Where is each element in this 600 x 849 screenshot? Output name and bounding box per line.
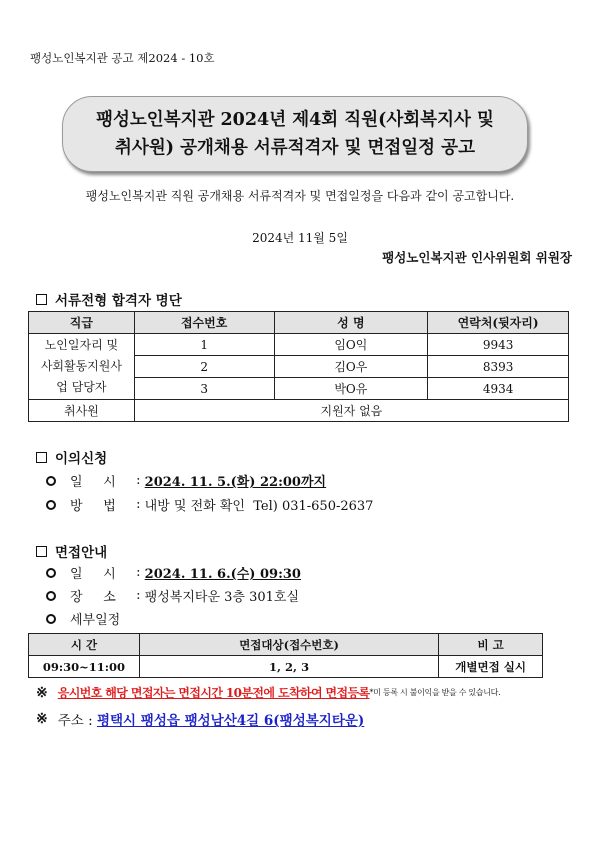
intro-text: 팽성노인복지관 직원 공개채용 서류적격자 및 면접일정을 다음과 같이 공고합니다. xyxy=(85,189,515,203)
notice-number: 팽성노인복지관 공고 제2024 - 10호 xyxy=(30,51,215,65)
objection-method: 방 법 : 내방 및 전화 확인 Tel) 031-650-2637 xyxy=(46,495,373,514)
section-documents-passed xyxy=(36,289,182,309)
title-line-1: 팽성노인복지관 2024년 제4회 직원(사회복지사 및 xyxy=(96,110,494,130)
interview-location: 장 소 : 팽성복지타운 3층 301호실 xyxy=(46,586,299,605)
interview-schedule-table xyxy=(28,633,543,678)
bullet-circle-icon xyxy=(46,568,56,578)
section-title: 면접안내 xyxy=(55,545,108,561)
signer: 팽성노인복지관 인사위원회 위원장 xyxy=(382,250,572,265)
interview-schedule: 세부일정 xyxy=(46,609,120,628)
title-line-2: 취사원) 공개채용 서류적격자 및 면접일정 공고 xyxy=(115,138,475,158)
header-remark: 비 고 xyxy=(439,634,543,656)
table-row: 취사원 지원자 없음 xyxy=(29,400,569,422)
objection-datetime: 일 시 : 2024. 11. 5.(화) 22:00까지 xyxy=(46,471,326,490)
checkbox-square-icon xyxy=(36,452,47,463)
section-title: 이의신청 xyxy=(55,451,108,467)
bullet-circle-icon xyxy=(46,591,56,601)
checkbox-square-icon xyxy=(36,294,47,305)
header-position: 직급 xyxy=(29,312,135,334)
header-phone: 연락처(뒷자리) xyxy=(428,312,569,334)
table-row: 2 김O우 8393 xyxy=(29,356,569,378)
title-banner xyxy=(62,96,528,172)
position-cell: 노인일자리 및 사회활동지원사 업 담당자 xyxy=(29,334,135,400)
bullet-circle-icon xyxy=(46,500,56,510)
header-receipt-no: 접수번호 xyxy=(134,312,274,334)
notice-date: 2024년 11월 5일 xyxy=(252,231,348,245)
table-header-row xyxy=(29,312,569,334)
address-label: 주소 : xyxy=(57,713,97,729)
bullet-circle-icon xyxy=(46,476,56,486)
section-title: 서류전형 합격자 명단 xyxy=(55,293,182,309)
section-objection xyxy=(36,447,107,467)
table-row: 3 박O유 4934 xyxy=(29,378,569,400)
arrival-note xyxy=(36,684,500,701)
interview-datetime: 일 시 : 2024. 11. 6.(수) 09:30 xyxy=(46,563,301,582)
table-row: 09:30~11:00 1, 2, 3 개별면접 실시 xyxy=(29,656,543,678)
table-header-row xyxy=(29,634,543,656)
address-value: 평택시 팽성읍 팽성남산4길 6(팽성복지타운) xyxy=(96,713,365,729)
header-time: 시 간 xyxy=(29,634,140,656)
section-interview xyxy=(36,541,107,561)
header-targets: 면접대상(접수번호) xyxy=(139,634,438,656)
bullet-circle-icon xyxy=(46,614,56,624)
address-line xyxy=(36,709,364,729)
arrival-note-small: *미 등록 시 불이익을 받을 수 있습니다. xyxy=(369,688,501,697)
reference-mark: ※ xyxy=(36,684,48,701)
header-name: 성 명 xyxy=(274,312,428,334)
checkbox-square-icon xyxy=(36,546,47,557)
passed-applicants-table xyxy=(28,311,569,422)
table-row: 노인일자리 및 사회활동지원사 업 담당자 1 임O익 9943 xyxy=(29,334,569,356)
arrival-note-text: 응시번호 해당 면접자는 면접시간 10분전에 도착하여 면접등록 xyxy=(57,686,370,700)
reference-mark: ※ xyxy=(36,711,48,727)
